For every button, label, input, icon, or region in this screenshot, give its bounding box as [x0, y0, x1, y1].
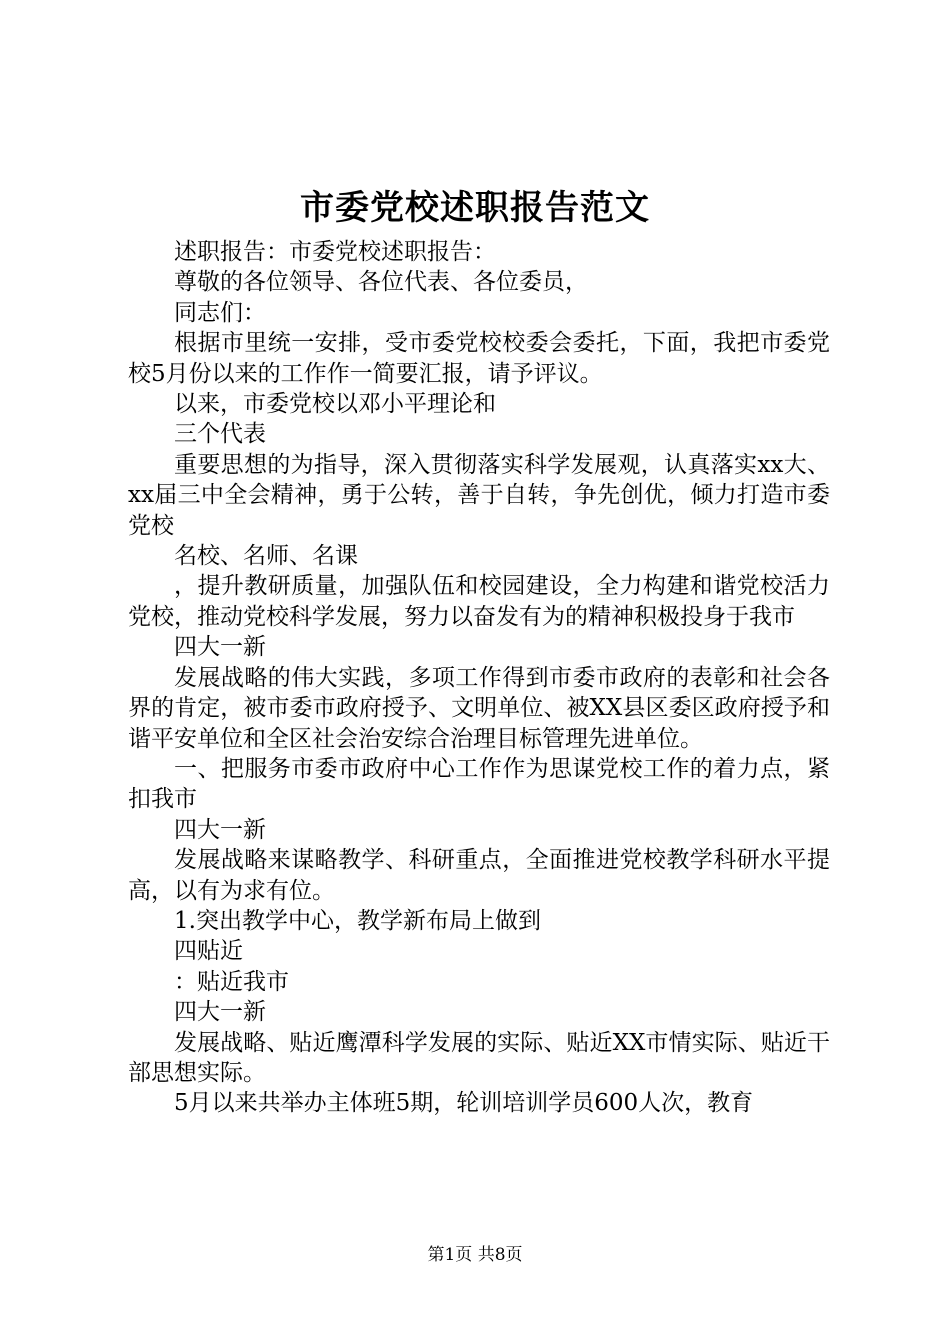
paragraph-6: 三个代表 [174, 421, 266, 448]
paragraph-8: 名校、名师、名课 [174, 543, 358, 570]
page-footer: 第1页 共8页 [427, 1245, 523, 1265]
paragraph-3: 同志们： [174, 299, 266, 326]
document-body [128, 237, 830, 1119]
paragraph-7: 重要思想的为指导，深入贯彻落实科学发展观，认真落实xx大、xx届三中全会精神，勇于公转，善于自转，争先创优，倾力打造市委党校 [128, 451, 830, 539]
paragraph-20: 5月以来共举办主体班5期，轮训培训学员600人次，教育 [174, 1090, 754, 1117]
paragraph-12: 一、把服务市委市政府中心工作作为思谋党校工作的着力点，紧扣我市 [128, 755, 830, 813]
paragraph-13: 四大一新 [174, 816, 266, 843]
paragraph-19: 发展战略、贴近鹰潭科学发展的实际、贴近XX市情实际、贴近干部思想实际。 [128, 1029, 830, 1086]
paragraph-1: 述职报告：市委党校述职报告： [174, 239, 496, 265]
paragraph-15: 1.突出教学中心，教学新布局上做到 [174, 907, 541, 934]
paragraph-18: 四大一新 [174, 999, 266, 1026]
paragraph-16: 四贴近 [174, 938, 243, 965]
paragraph-10: 四大一新 [174, 634, 266, 661]
paragraph-2: 尊敬的各位领导、各位代表、各位委员， [174, 269, 588, 296]
paragraph-4: 根据市里统一安排，受市委党校校委会委托，下面，我把市委党校5月份以来的工作作一简要汇报，请予评议。 [128, 330, 830, 387]
paragraph-17: ：贴近我市 [174, 968, 289, 995]
paragraph-5: 以来，市委党校以邓小平理论和 [174, 391, 496, 418]
paragraph-14: 发展战略来谋略教学、科研重点，全面推进党校教学科研水平提高，以有为求有位。 [128, 847, 830, 904]
paragraph-9: ，提升教研质量，加强队伍和校园建设，全力构建和谐党校活力党校，推动党校科学发展，努力以奋发有为的精神积极投身于我市 [128, 573, 830, 630]
paragraph-11: 发展战略的伟大实践，多项工作得到市委市政府的表彰和社会各界的肯定，被市委市政府授予、文明单位、被XX县区委区政府授予和谐平安单位和全区社会治安综合治理目标管理先进单位。 [128, 664, 830, 752]
document-title: 市委党校述职报告范文 [300, 188, 650, 228]
